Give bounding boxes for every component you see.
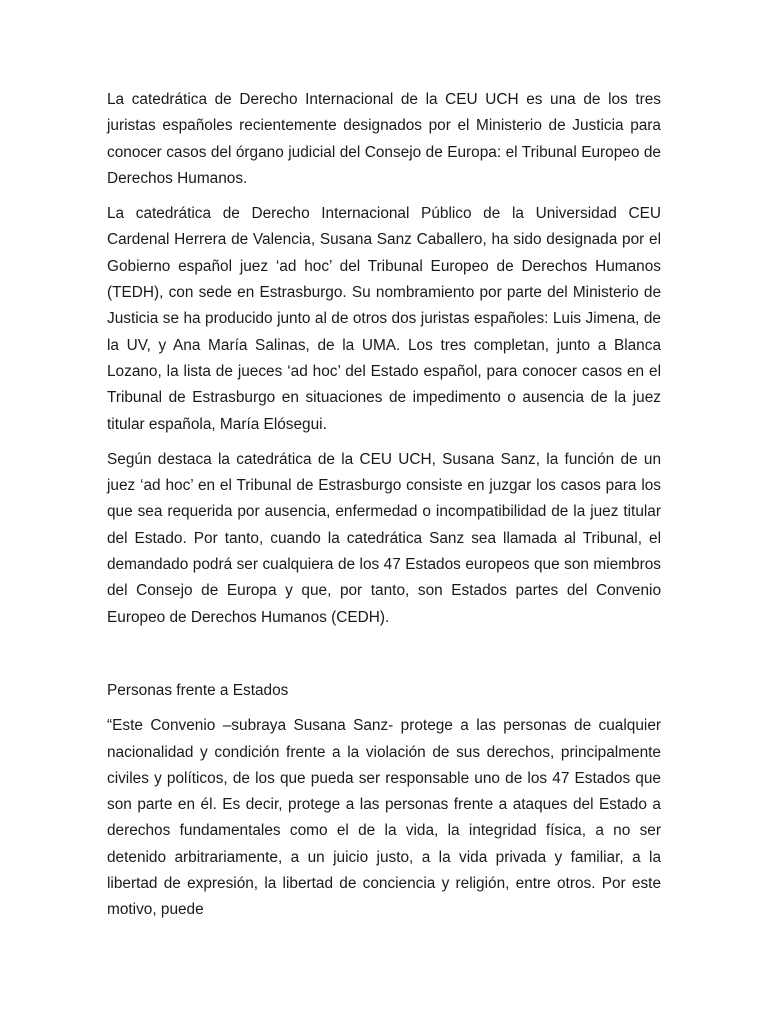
paragraph-appointment: La catedrática de Derecho Internacional Público de la Universidad CEU Cardenal Herrera de Valencia, Susana Sanz Caballero, ha sido designada por el Gobierno español juez ‘ad hoc’ del Tribunal Europeo de Derechos Humanos (TEDH), con sede en Estrasburgo. Su nombramiento por parte del Ministerio de Justicia se ha producido junto al de otros dos juristas españoles: Luis Jimena, de la UV, y Ana María Salinas, de la UMA. Los tres completan, junto a Blanca Lozano, la lista de jueces ‘ad hoc’ del Estado español, para conocer casos en el Tribunal de Estrasburgo en situaciones de impedimento o ausencia de la juez titular española, María Elósegui. [107, 205, 661, 433]
paragraph-intro: La catedrática de Derecho Internacional de la CEU UCH es una de los tres juristas españoles recientemente designados por el Ministerio de Justicia para conocer casos del órgano judicial del Consejo de Europa: el Tribunal Europeo de Derechos Humanos. [107, 91, 661, 187]
paragraph-ad-hoc-role: Según destaca la catedrática de la CEU UCH, Susana Sanz, la función de un juez ‘ad hoc’ en el Tribunal de Estrasburgo consiste en juzgar los casos para los que sea requerida por ausencia, enfermedad o incompatibilidad de la juez titular del Estado. Por tanto, cuando la catedrática Sanz sea llamada al Tribunal, el demandado podrá ser cualquiera de los 47 Estados europeos que son miembros del Consejo de Europa y que, por tanto, son Estados partes del Convenio Europeo de Derechos Humanos (CEDH). [107, 450, 661, 626]
section-heading: Personas frente a Estados [107, 681, 289, 699]
document-page [107, 87, 661, 933]
section-spacer [107, 640, 661, 678]
paragraph-convention: “Este Convenio –subraya Susana Sanz- protege a las personas de cualquier nacionalidad y condición frente a la violación de sus derechos, principalmente civiles y políticos, de los que pueda ser responsable uno de los 47 Estados que son parte en él. Es decir, protege a las personas frente a ataques del Estado a derechos fundamentales como el de la vida, la integridad física, a no ser detenido arbitrariamente, a un juicio justo, a la vida privada y familiar, a la libertad de expresión, la libertad de conciencia y religión, entre otros. Por este motivo, puede [107, 717, 661, 919]
